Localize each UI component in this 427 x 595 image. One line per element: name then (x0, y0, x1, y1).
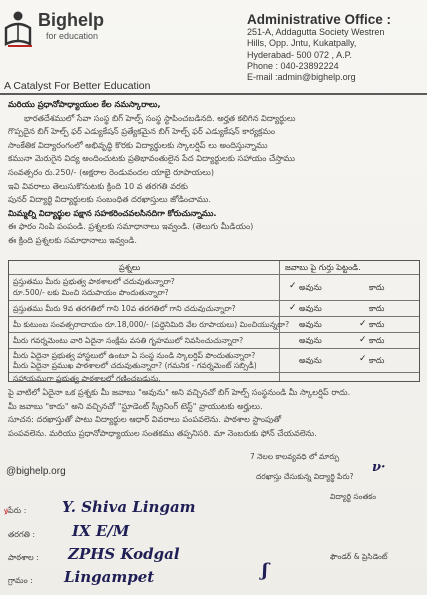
brand-name: Bighelp (38, 10, 104, 30)
question-text: రూ.500/- లకు మించి సదుపాయం పొందుతున్నారా? (13, 288, 169, 297)
answer-yes[interactable]: అవును (299, 336, 322, 345)
body-line: పునర్ విద్యార్థి విద్యార్థులకు సంబంధిత దరఖాస్తులు జోడించాము. (8, 194, 211, 205)
body-line: సాంకేతిక విద్యారంగంలో అభివృద్ధి కొరకు విద్యార్థులకు స్కాలర్షిప్ లు అందిస్తున్నాము (8, 139, 268, 150)
class-field[interactable]: IX E/M (72, 522, 130, 540)
answer-no[interactable]: కాదు (369, 336, 385, 345)
school-field[interactable]: ZPHS Kodgal (68, 545, 180, 563)
body-line: ఇవి వివరాలు తెలుసుకొనుటకు క్రింది 10 వ తరగతి వరకు (8, 180, 188, 191)
table-footnote-row (9, 372, 419, 383)
question-text: మీరు ఏదైనా ప్రముఖ పాఠశాలలో చదువుతున్నారా? (గమనిక - గవర్నమెంట్ సబ్సిడీ) (13, 361, 257, 370)
office-phone: Phone : 040-23892224 (247, 60, 339, 71)
checkmark-icon: ✓ (359, 319, 367, 329)
class-row (8, 530, 35, 541)
answer-yes[interactable]: అవును (299, 320, 322, 329)
book-child-logo-icon (4, 10, 34, 48)
body-line: ఈ క్రింది ప్రశ్నలకు సమాధానాలు ఇవ్వండి. (8, 234, 137, 245)
question-text: మీరు గవర్నమెంటు వారి ఏదైనా సంక్షేమ వసతి గృహములో నివసించుచున్నారా? (13, 336, 244, 345)
answer-yes[interactable]: అవును (299, 356, 322, 365)
signature-question: దరఖాస్తు చేసుకున్న విద్యార్థి పేరు? (256, 472, 354, 481)
question-text: మీరు ఏదైనా ప్రభుత్వ హాస్టలులో ఉంటూ ఏ సంస్థ నుండి స్కాలర్షిప్ పొందుతున్నారా? (13, 351, 256, 360)
office-title: Administrative Office : (247, 12, 392, 27)
footer-note-line: పంపవలెను. మరియు ప్రధానోపాధ్యాయుల సంతకము తప్పనిసరి. మా నెంబరుకు ఫోన్ చేయవలెను. (8, 427, 317, 438)
red-ink-mark-icon: ꝟ (4, 507, 9, 517)
body-line: భారతదేశములో సేవా సంస్థ బిగ్ హెల్ప్ సంస్థ స్థాపించబడినది. అర్హత కలిగిన విద్యార్థులు (24, 112, 296, 123)
office-line: Hyderabad- 500 072 , A.P. (247, 49, 352, 60)
footer-notes (8, 386, 420, 440)
footer-note-line: సూచన: దరఖాస్తుతో పాటు విద్యార్థుల ఆధార్ వివరాలు పంపవలెను. పాఠశాల స్టాంపుతో (8, 414, 282, 425)
body-line: సంవత్సరం రు.250/- (అక్షరాల రెండువందల యాభై రూపాయలు) (8, 166, 215, 177)
office-email: E-mail :admin@bighelp.org (247, 72, 356, 83)
founder-label: ఫౌండర్ & ప్రెసిడెంట్ (330, 552, 388, 561)
table-row (9, 332, 419, 348)
answer-no[interactable]: కాదు (369, 320, 385, 329)
checkmark-icon: ✓ (359, 354, 367, 364)
answer-no[interactable]: కాదు (369, 283, 385, 292)
letter-body (8, 98, 420, 248)
office-line: 251-A, Addagutta Society Westren (247, 27, 385, 37)
student-signature-icon: ν· (372, 460, 386, 475)
body-heading-line: మిమ్మల్ని విద్యార్థుల పక్షాన సహకరించవలసినదిగా కోరుచున్నాము. (8, 207, 217, 218)
eligibility-table (8, 260, 420, 382)
bighelp-logo (4, 6, 104, 68)
village-label: గ్రామం : (8, 576, 33, 585)
tagline: A Catalyst For Better Education (4, 80, 151, 92)
body-line: ఈ ఫారం నింపి పంపండి. ప్రశ్నలకు సమాధానాలు ఇవ్వండి. (తెలుగు మీడియం) (8, 221, 254, 232)
salutation-line: మరియు ప్రధానోపాధ్యాయుల కేల నమస్కారాలు, (8, 99, 161, 109)
founder-signature-icon: ʃ (262, 560, 268, 581)
office-line: Hills, Opp. Jntu, Kukatpally, (247, 38, 357, 49)
checkmark-icon: ✓ (289, 281, 297, 291)
checkmark-icon: ✓ (289, 303, 297, 313)
table-row (9, 274, 419, 300)
marks-note: 7 నెలల కాలవ్యవధి లో మార్పు (250, 452, 340, 461)
office-address-block (239, 12, 419, 83)
footer-note-line: మీ జవాబు "కాదు" అని వచ్చినచో "స్టూడెంట్ స్క్రీనింగ్ టెస్ట్" వ్రాయుటకు అర్హులు. (8, 400, 263, 411)
checkmark-icon: ✓ (359, 335, 367, 345)
table-header-answers: జవాబు పై గుర్తు పెట్టండి. (285, 263, 361, 272)
student-sign-label: విద్యార్థి సంతకం (330, 492, 377, 501)
footer-note-line: పై వాటిలో ఏదైనా ఒక ప్రశ్నకు మీ జవాబు "అవును" అని వచ్చినచో బిగ్ హెల్ప్ సంస్థనుండి మీ స్కాలర్షిప్ రాదు. (8, 387, 351, 397)
class-label: తరగతి : (8, 530, 36, 539)
answer-yes[interactable]: అవును (299, 304, 322, 313)
question-text: ప్రస్తుతము మీరు 9వ తరగతిలో గాని 10వ తరగతిలో గాని చదువుచున్నారా? (13, 304, 236, 313)
brand-subtitle: for education (46, 31, 99, 41)
body-line: గొప్పదైన బిగ్ హెల్ప్ ఫర్ ఎడ్యుకేషన్ ప్రత్యేకమైన బిగ్ హెల్ప్ ఫర్ ఎడ్యుకేషన్ కార్యక్రమం (8, 126, 276, 137)
village-row (8, 576, 33, 587)
name-label: పేరు : (8, 506, 27, 515)
village-field[interactable]: Lingampet (64, 568, 155, 586)
table-row (9, 348, 419, 372)
table-header-questions: ప్రశ్నలు (119, 263, 141, 272)
table-row (9, 300, 419, 316)
body-line: కమునా మెరుగైన విద్య అందించుటకు ప్రతిభావంతులైన పేద విద్యార్థులకు సహాయం చేస్తాము (8, 153, 295, 164)
footer-email: @bighelp.org (6, 466, 66, 477)
answer-no[interactable]: కాదు (369, 356, 385, 365)
table-row (9, 316, 419, 332)
name-field[interactable]: Y. Shiva Lingam (62, 498, 196, 516)
school-label: పాఠశాల : (8, 553, 39, 562)
answer-no[interactable]: కాదు (369, 304, 385, 313)
header-divider (0, 93, 427, 95)
question-text: మీ కుటుంబ సంవత్సరాదాయం రూ.18,000/- (పద్దెనిమిది వేల రూపాయలు) మించియున్నదా? (13, 320, 290, 329)
answer-yes[interactable]: అవును (299, 283, 322, 292)
school-row (8, 553, 39, 564)
name-row (8, 506, 26, 517)
table-footnote: సహాయముగా ప్రభుత్వ పాఠశాలలో గణించబడును. (13, 374, 161, 383)
question-text: ప్రస్తుతము మీరు ప్రభుత్వ పాఠశాలలో చదువుతున్నారా? (13, 277, 175, 286)
